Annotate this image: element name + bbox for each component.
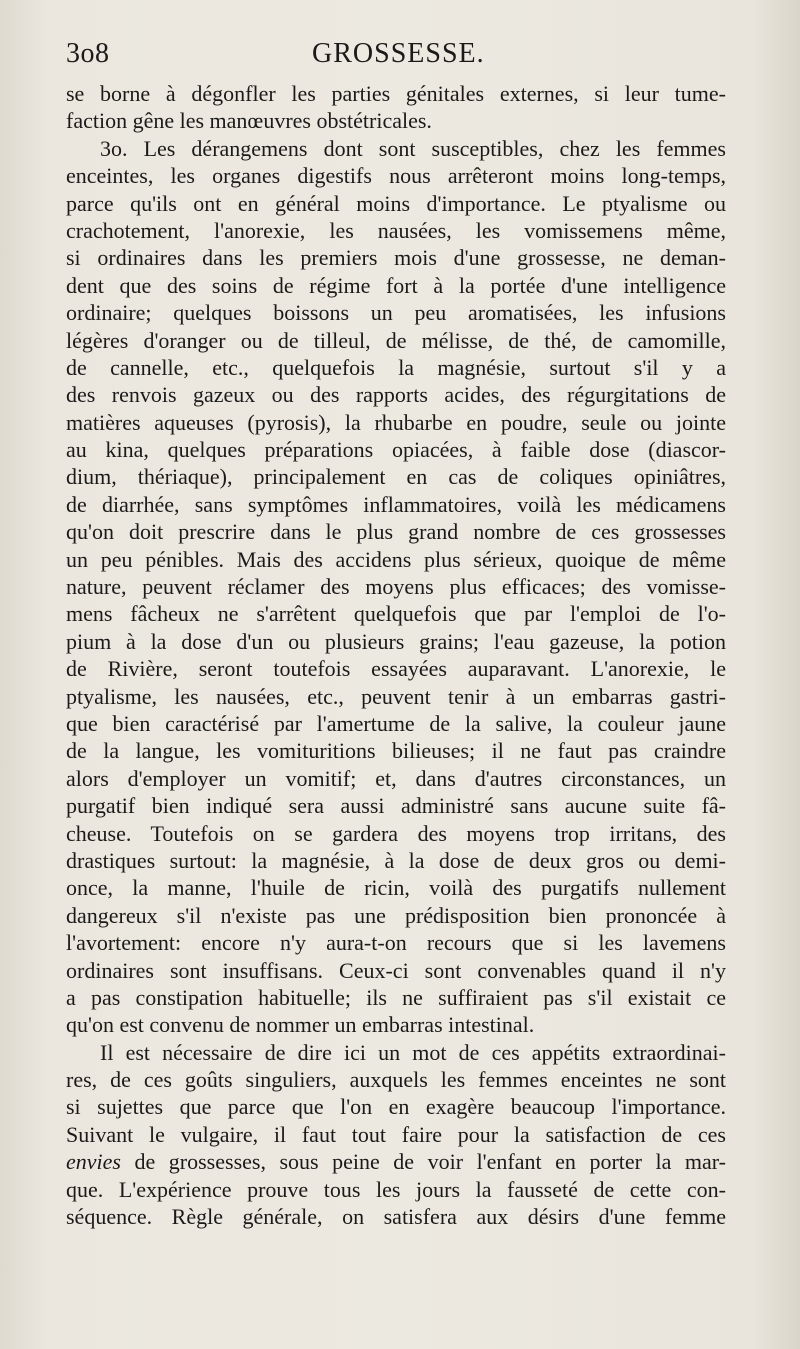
text-line: res, de ces goûts singuliers, auxquels les femmes enceintes ne sont (66, 1067, 726, 1093)
text-line: alors d'employer un vomitif; et, dans d'autres circonstances, un (66, 765, 726, 791)
text-line: que. L'expérience prouve tous les jours la fausseté de cette con- (66, 1176, 726, 1202)
text-line: des renvois gazeux ou des rapports acides, des régurgitations de (66, 382, 726, 408)
text-line: Il est nécessaire de dire ici un mot de ces appétits extraordinai- (100, 1039, 726, 1065)
text-line: ordinaires sont insuffisans. Ceux-ci sont convenables quand il n'y (66, 957, 726, 983)
text-line: de Rivière, seront toutefois essayées auparavant. L'anorexie, le (66, 656, 726, 682)
text-line: matières aqueuses (pyrosis), la rhubarbe en poudre, seule ou jointe (66, 409, 726, 435)
text-line: parce qu'ils ont en général moins d'importance. Le ptyalisme ou (66, 190, 726, 216)
text-line: de diarrhée, sans symptômes inflammatoires, voilà les médicamens (66, 491, 726, 517)
text-line: nature, peuvent réclamer des moyens plus efficaces; des vomisse- (66, 574, 726, 600)
text-line: si ordinaires dans les premiers mois d'une grossesse, ne deman- (66, 245, 726, 271)
text-line: un peu pénibles. Mais des accidens plus sérieux, quoique de même (66, 546, 726, 572)
text-line: crachotement, l'anorexie, les nausées, les vomissemens même, (66, 217, 726, 243)
text-line (66, 1148, 726, 1175)
text-line: once, la manne, l'huile de ricin, voilà des purgatifs nullement (66, 875, 726, 901)
text-line: qu'on est convenu de nommer un embarras intestinal. (66, 1012, 535, 1038)
text-line: si sujettes que parce que l'on en exagère beaucoup l'importance. (66, 1094, 726, 1120)
text-line: se borne à dégonfler les parties génitales externes, si leur tume- (66, 81, 726, 106)
page-number: 3o8 (66, 38, 110, 69)
text-line: pium à la dose d'un ou plusieurs grains; l'eau gazeuse, la potion (66, 628, 726, 654)
text-line: purgatif bien indiqué sera aussi administré sans aucune suite fâ- (66, 793, 726, 819)
text-line: drastiques surtout: la magnésie, à la dose de deux gros ou demi- (66, 847, 726, 873)
text-line: ptyalisme, les nausées, etc., peuvent tenir à un embarras gastri- (66, 683, 726, 709)
text-line: de cannelle, etc., quelquefois la magnésie, surtout s'il y a (66, 354, 726, 380)
text-line: que bien caractérisé par l'amertume de la salive, la couleur jaune (66, 710, 726, 736)
running-head: GROSSESSE. (312, 38, 485, 69)
text-line: légères d'oranger ou de tilleul, de mélisse, de thé, de camomille, (66, 327, 726, 353)
italic-word: envies (66, 1149, 121, 1175)
text-line: cheuse. Toutefois on se gardera des moyens trop irritans, des (66, 820, 726, 846)
body-text (66, 80, 726, 1230)
text-line: dent que des soins de régime fort à la portée d'une intelligence (66, 272, 726, 298)
text-line: l'avortement: encore n'y aura-t-on recours que si les lavemens (66, 930, 726, 956)
text-line: séquence. Règle générale, on satisfera aux désirs d'une femme (66, 1204, 726, 1230)
text-line: ordinaire; quelques boissons un peu aromatisées, les infusions (66, 300, 726, 326)
text-line: mens fâcheux ne s'arrêtent quelquefois que par l'emploi de l'o- (66, 601, 726, 627)
text-line: dium, thériaque), principalement en cas de coliques opiniâtres, (66, 464, 726, 490)
text-line-rest: de grossesses, sous peine de voir l'enfant en porter la mar- (120, 1149, 726, 1175)
text-line: 3o. Les dérangemens dont sont susceptibles, chez les femmes (100, 135, 726, 161)
text-line: Suivant le vulgaire, il faut tout faire pour la satisfaction de ces (66, 1121, 726, 1147)
text-line: qu'on doit prescrire dans le plus grand nombre de ces grossesses (66, 519, 726, 545)
text-line: enceintes, les organes digestifs nous arrêteront moins long-temps, (66, 163, 726, 189)
text-line: a pas constipation habituelle; ils ne suffiraient pas s'il existait ce (66, 984, 726, 1010)
text-line: de la langue, les vomituritions bilieuses; il ne faut pas craindre (66, 738, 726, 764)
text-line: dangereux s'il n'existe pas une prédisposition bien prononcée à (66, 902, 726, 928)
text-line: faction gêne les manœuvres obstétricales. (66, 108, 432, 134)
page-header (66, 38, 726, 78)
text-line: au kina, quelques préparations opiacées, à faible dose (diascor- (66, 437, 726, 463)
